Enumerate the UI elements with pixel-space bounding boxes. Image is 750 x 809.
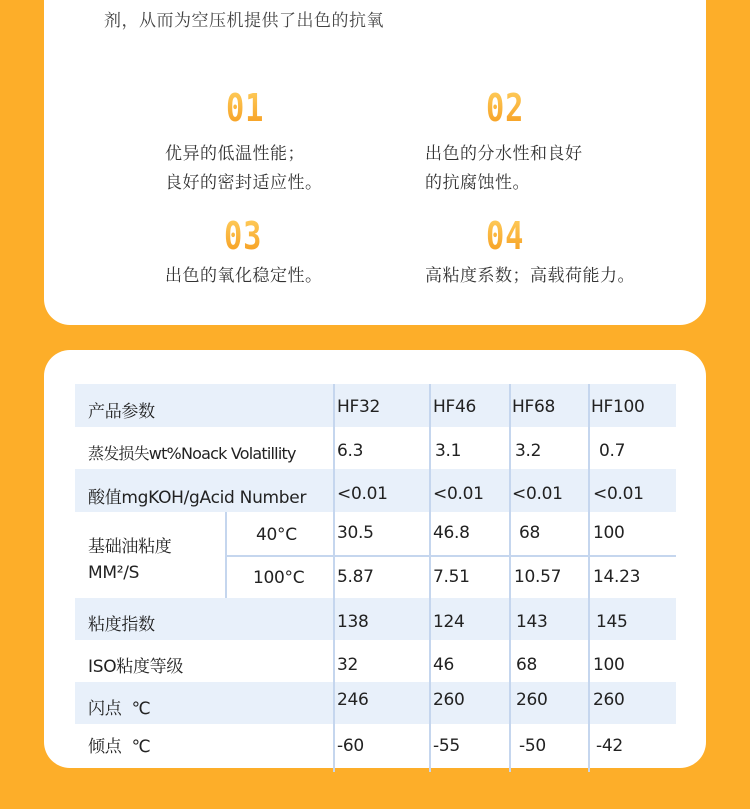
cell-value: 145 [596,612,628,632]
row-label-pour: 倾点 ℃ [88,737,151,757]
header-label: 产品参数 [88,402,155,422]
header-col-hf68: HF68 [512,397,555,417]
viscosity-label: 基础油粘度 [88,537,172,557]
intro-text: 剂，从而为空压机提供了出色的抗氧 [104,11,384,31]
cell-value: <0.01 [433,484,484,504]
cell-value: 260 [593,690,625,710]
column-divider [429,384,431,772]
temp-100: 100°C [253,568,305,588]
table-row [75,427,676,469]
feature-number-2: 02 [486,86,525,130]
header-col-hf32: HF32 [337,397,380,417]
table-row [75,640,676,682]
cell-value: 100 [593,523,625,543]
cell-value: 143 [516,612,548,632]
row-label-iso: ISO粘度等级 [88,657,184,677]
viscosity-block [75,512,676,598]
cell-value: 10.57 [514,567,562,587]
table-row [75,682,676,724]
cell-value: -60 [337,736,364,756]
cell-value: <0.01 [593,484,644,504]
table-row [75,598,676,640]
cell-value: 14.23 [593,567,641,587]
cell-value: 260 [516,690,548,710]
cell-value: 3.2 [515,441,542,461]
column-divider [333,384,335,772]
cell-value: 138 [337,612,369,632]
cell-value: -50 [519,736,546,756]
temp-40: 40°C [256,525,297,545]
cell-value: -55 [433,736,460,756]
feature-text-3: 出色的氧化稳定性。 [165,266,323,286]
row-label-volatility: 蒸发损失wt%Noack Volatillity [88,444,296,463]
column-divider [509,384,511,772]
cell-value: 124 [433,612,465,632]
feature-number-1: 01 [226,86,265,130]
cell-value: 5.87 [337,567,374,587]
cell-value: 100 [593,655,625,675]
cell-value: 68 [516,655,538,675]
table-row [75,724,676,768]
cell-value: 46 [433,655,455,675]
feature-number-4: 04 [486,214,525,258]
viscosity-unit: MM²/S [88,563,140,583]
feature-text-1: 优异的低温性能； 良好的密封适应性。 [165,144,323,193]
cell-value: 6.3 [337,441,364,461]
row-label-acid: 酸值mgKOH/gAcid Number [88,488,307,508]
viscosity-split [225,555,676,557]
cell-value: 68 [519,523,541,543]
feature-text-2: 出色的分水性和良好 的抗腐蚀性。 [425,144,583,193]
feature-text-4: 高粘度系数；高载荷能力。 [425,266,635,286]
cell-value: 260 [433,690,465,710]
cell-value: 246 [337,690,369,710]
header-col-hf100: HF100 [591,397,645,417]
row-label-vi: 粘度指数 [88,615,155,635]
cell-value: 30.5 [337,523,374,543]
header-col-hf46: HF46 [433,397,476,417]
cell-value: 46.8 [433,523,470,543]
cell-value: 32 [337,655,359,675]
table-header-row [75,384,676,427]
cell-value: 3.1 [435,441,462,461]
cell-value: 7.51 [433,567,470,587]
column-divider [588,384,590,772]
row-label-flash: 闪点 ℃ [88,699,151,719]
cell-value: <0.01 [337,484,388,504]
cell-value: 0.7 [599,441,626,461]
table-row [75,469,676,512]
cell-value: -42 [596,736,623,756]
cell-value: <0.01 [512,484,563,504]
feature-number-3: 03 [224,214,263,258]
